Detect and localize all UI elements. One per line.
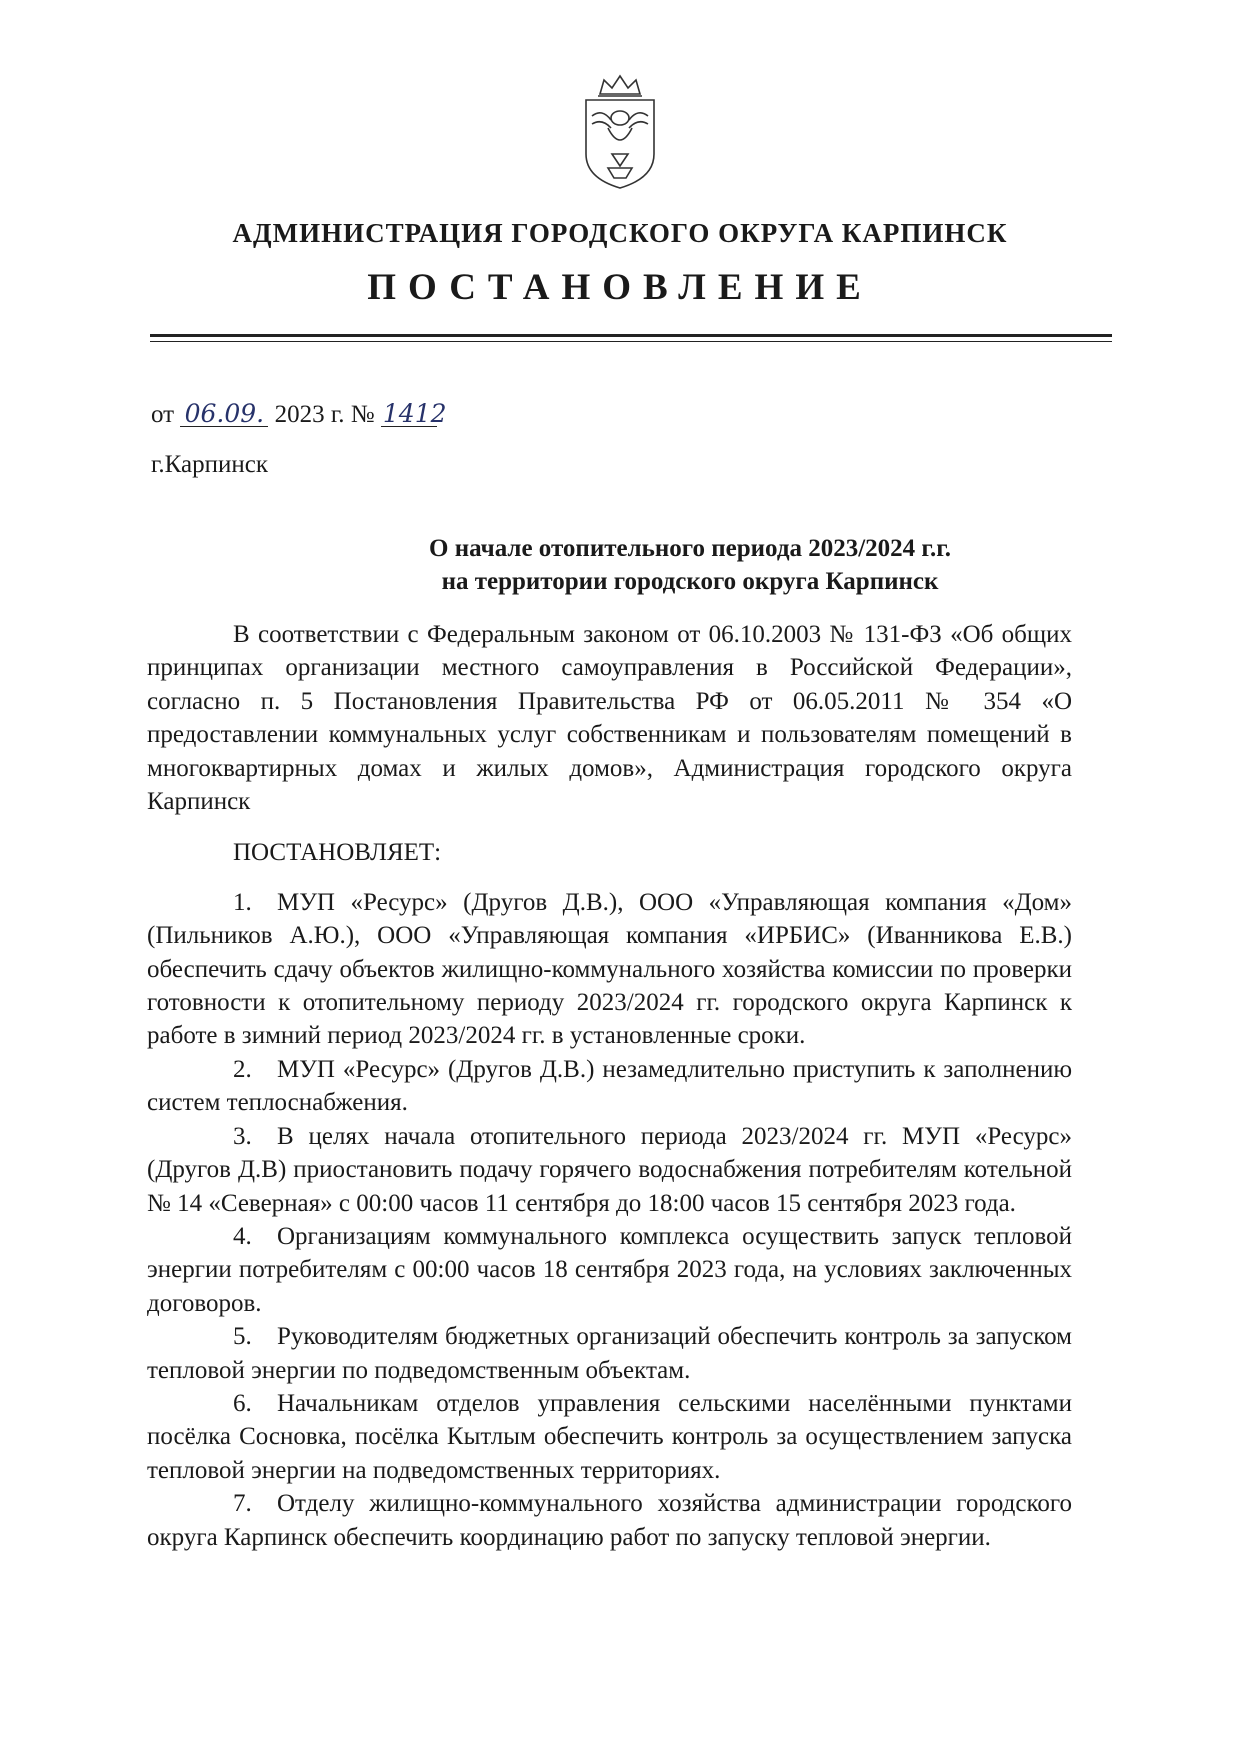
item-text: МУП «Ресурс» (Другов Д.В.), ООО «Управляющая компания «Дом» (Пильников А.Ю.), ООО «Управляющая компания «ИРБИС» (Иванникова Е.В.) обеспечить сдачу объектов жилищно-коммунального хозяйства комиссии по проверки готовности к отопительному периоду 2023/2024 гг. городского округа Карпинск к работе в зимний период 2023/2024 гг. в установленные сроки. — [147, 888, 1072, 1050]
list-item — [147, 1053, 1072, 1120]
item-number: 3. — [233, 1122, 252, 1150]
list-item — [147, 1220, 1072, 1320]
title-line-2: на территории городского округа Карпинск — [441, 568, 939, 595]
item-number: 7. — [233, 1490, 252, 1518]
organization-name: АДМИНИСТРАЦИЯ ГОРОДСКОГО ОКРУГА КАРПИНСК — [232, 218, 1008, 248]
coat-of-arms-icon — [578, 74, 662, 192]
item-number: 1. — [233, 888, 252, 916]
item-number: 2. — [233, 1055, 252, 1083]
item-text: Организациям коммунального комплекса осуществить запуск тепловой энергии потребителям с 00:00 часов 18 сентября 2023 года, на условиях заключенных договоров. — [147, 1222, 1072, 1317]
decree-word: ПОСТАНОВЛЯЕТ: — [233, 839, 442, 867]
item-text: Отделу жилищно-коммунального хозяйства администрации городского округа Карпинск обеспечить координацию работ по запуску тепловой энергии. — [147, 1490, 1072, 1551]
list-item — [147, 1120, 1072, 1220]
document-body — [147, 618, 1072, 1554]
items-list — [147, 886, 1072, 1554]
number-handwritten: 1412 — [382, 399, 447, 428]
item-text: Начальникам отделов управления сельскими населёнными пунктами посёлка Сосновка, посёлка Кытлым обеспечить контроль за осуществлением запуска тепловой энергии на подведомственных территориях. — [147, 1389, 1072, 1484]
document-title — [380, 532, 1000, 598]
header-divider-thin — [150, 341, 1112, 342]
item-number: 6. — [233, 1389, 252, 1417]
header-divider — [150, 334, 1112, 337]
title-line-1: О начале отопительного периода 2023/2024 г.г. — [429, 535, 951, 562]
city: г.Карпинск — [151, 451, 269, 478]
list-item — [147, 1387, 1072, 1487]
item-number: 4. — [233, 1222, 252, 1250]
date-line — [151, 399, 447, 429]
year-and-number-label: 2023 г. № — [274, 401, 375, 428]
list-item — [147, 886, 1072, 1053]
item-text: МУП «Ресурс» (Другов Д.В.) незамедлительно приступить к заполнению систем теплоснабжения. — [147, 1055, 1072, 1117]
preamble: В соответствии с Федеральным законом от 06.10.2003 № 131-ФЗ «Об общих принципах организации местного самоуправления в Российской Федерации», согласно п. 5 Постановления Правительства РФ от 06.05.2011 № 354 «О предоставлении коммунальных услуг собственникам и пользователям помещений в многоквартирных домах и жилых домов», Администрация городского округа Карпинск — [147, 621, 1072, 816]
date-prefix: от — [151, 401, 175, 428]
item-text: В целях начала отопительного периода 2023/2024 гг. МУП «Ресурс» (Другов Д.В) приостановить подачу горячего водоснабжения потребителям котельной № 14 «Северная» с 00:00 часов 11 сентября до 18:00 часов 15 сентября 2023 года. — [147, 1122, 1072, 1217]
item-number: 5. — [233, 1323, 252, 1351]
list-item — [147, 1320, 1072, 1387]
document-type: ПОСТАНОВЛЕНИЕ — [367, 267, 873, 308]
item-text: Руководителям бюджетных организаций обеспечить контроль за запуском тепловой энергии по подведомственным объектам. — [147, 1323, 1072, 1384]
list-item — [147, 1487, 1072, 1554]
date-handwritten: 06.09. — [180, 401, 268, 427]
